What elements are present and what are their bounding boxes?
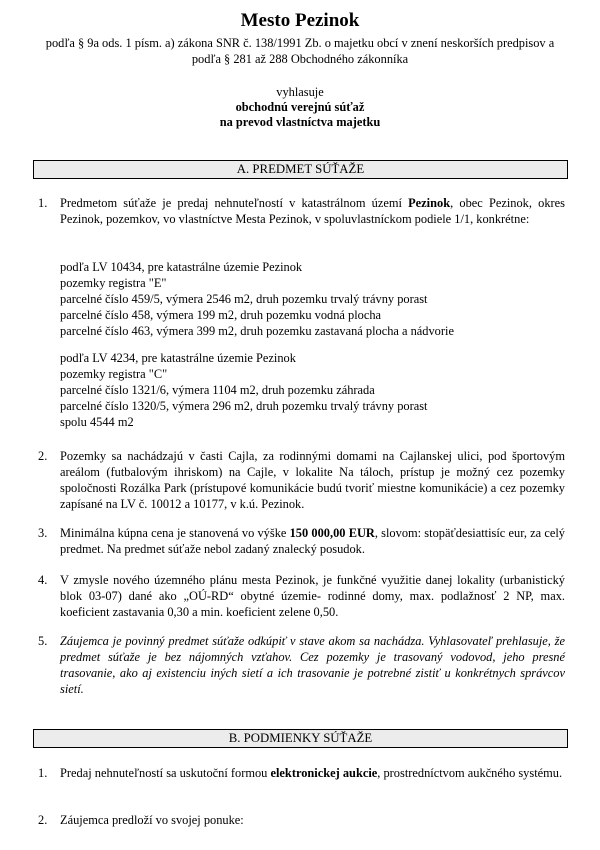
item-text-part: , obec Pezinok, okres Pezinok, pozemkov, vo vlastníctve Mesta Pezinok, v spoluvlastníckom podiele 1/1, konkrétne: <box>60 196 565 226</box>
item-text-part: , slovom: stopäťdesiattisíc eur, za celý predmet. Na predmet súťaže nebol zadaný znalecký posudok. <box>60 526 565 556</box>
section-a-item-5 <box>38 633 565 697</box>
item-text-part: Predmetom súťaže je predaj nehnuteľností v katastrálnom území <box>60 196 409 210</box>
section-b-item-1 <box>38 765 565 781</box>
item-text-part: , prostredníctvom aukčného systému. <box>377 766 563 780</box>
lv-line: podľa LV 10434, pre katastrálne územie Pezinok <box>60 260 303 274</box>
lv-line: podľa LV 4234, pre katastrálne územie Pezinok <box>60 351 296 365</box>
section-b-heading: B. PODMIENKY SÚŤAŽE <box>33 729 568 748</box>
item-text: V zmysle nového územného plánu mesta Pezinok, je funkčné využitie danej lokality (urbanistický blok 03-07) dané ako „OÚ-RD“ obytné územie- rodinné domy, max. podlažnosť 2 NP, max. koeficient zastavania 0,30 a min. koeficient zelene 0,50. <box>60 573 565 619</box>
item-text <box>60 765 565 781</box>
item-bold-text: 150 000,00 EUR <box>289 526 375 540</box>
section-a-item-2 <box>38 448 565 512</box>
legal-basis-subtitle: podľa § 9a ods. 1 písm. a) zákona SNR č. 138/1991 Zb. o majetku obcí v znení neskorších predpisov a podľa § 281 až 288 Obchodného zákonníka <box>45 36 555 66</box>
item-text-part: Predaj nehnuteľností sa uskutoční formou <box>60 766 271 780</box>
item-number: 5. <box>38 634 48 648</box>
lv-line: parcelné číslo 1321/6, výmera 1104 m2, druh pozemku záhrada <box>60 383 375 397</box>
lv-4234-block <box>60 350 560 430</box>
lv-line: parcelné číslo 463, výmera 399 m2, druh pozemku zastavaná plocha a nádvorie <box>60 324 454 338</box>
item-number: 3. <box>38 526 48 540</box>
section-b-item-2 <box>38 812 565 828</box>
item-number: 1. <box>38 766 48 780</box>
section-a-item-3 <box>38 525 565 557</box>
item-text <box>60 525 565 557</box>
lv-line: parcelné číslo 458, výmera 199 m2, druh pozemku vodná plocha <box>60 308 382 322</box>
item-text-part: Minimálna kúpna cena je stanovená vo výške <box>60 526 290 540</box>
item-bold-text: elektronickej aukcie <box>270 766 378 780</box>
section-a-heading: A. PREDMET SÚŤAŽE <box>33 160 568 179</box>
lv-10434-block <box>60 259 560 339</box>
item-text <box>60 195 565 227</box>
lv-line: parcelné číslo 1320/5, výmera 296 m2, druh pozemku trvalý trávny porast <box>60 399 428 413</box>
item-text: Pozemky sa nachádzajú v časti Cajla, za rodinnými domami na Cajlanskej ulici, pod športovým areálom (futbalovým ihriskom) na Cajle, v lokalite Na táloch, prístup je možný cez pozemky spoločnosti Rozálka Park (prístupové komunikácie budú tvoriť miestne komunikácie) a cez pozemky zapísané na LV č. 10012 a 10177, v k.ú. Pezinok. <box>60 449 565 511</box>
lv-line: parcelné číslo 459/5, výmera 2546 m2, druh pozemku trvalý trávny porast <box>60 292 428 306</box>
item-number: 2. <box>38 813 48 827</box>
item-number: 4. <box>38 573 48 587</box>
contest-title-line2: na prevod vlastníctva majetku <box>219 115 381 129</box>
lv-line: spolu 4544 m2 <box>60 415 134 429</box>
item-bold-text: Pezinok <box>408 196 451 210</box>
section-a-item-1 <box>38 195 565 227</box>
announcement-block <box>0 85 600 130</box>
section-a-item-4 <box>38 572 565 620</box>
item-number: 1. <box>38 196 48 210</box>
lv-line: pozemky registra "C" <box>60 367 168 381</box>
lv-line: pozemky registra "E" <box>60 276 167 290</box>
page-title: Mesto Pezinok <box>240 10 360 31</box>
contest-title-line1: obchodnú verejnú súťaž <box>235 100 365 114</box>
announce-line: vyhlasuje <box>276 85 324 99</box>
item-number: 2. <box>38 449 48 463</box>
item-text: Záujemca predloží vo svojej ponuke: <box>60 813 244 827</box>
document-header <box>0 0 600 130</box>
item-text: Záujemca je povinný predmet súťaže odkúpiť v stave akom sa nachádza. Vyhlasovateľ prehlasuje, že predmet súťaže je bez nájomných vzťahov. Cez pozemky je trasovaný vodovod, jeho presné trasovanie, ako aj existenciu iných sietí a ich trasovanie je potrebné zistiť u konkrétnych správcov sietí. <box>60 634 565 696</box>
